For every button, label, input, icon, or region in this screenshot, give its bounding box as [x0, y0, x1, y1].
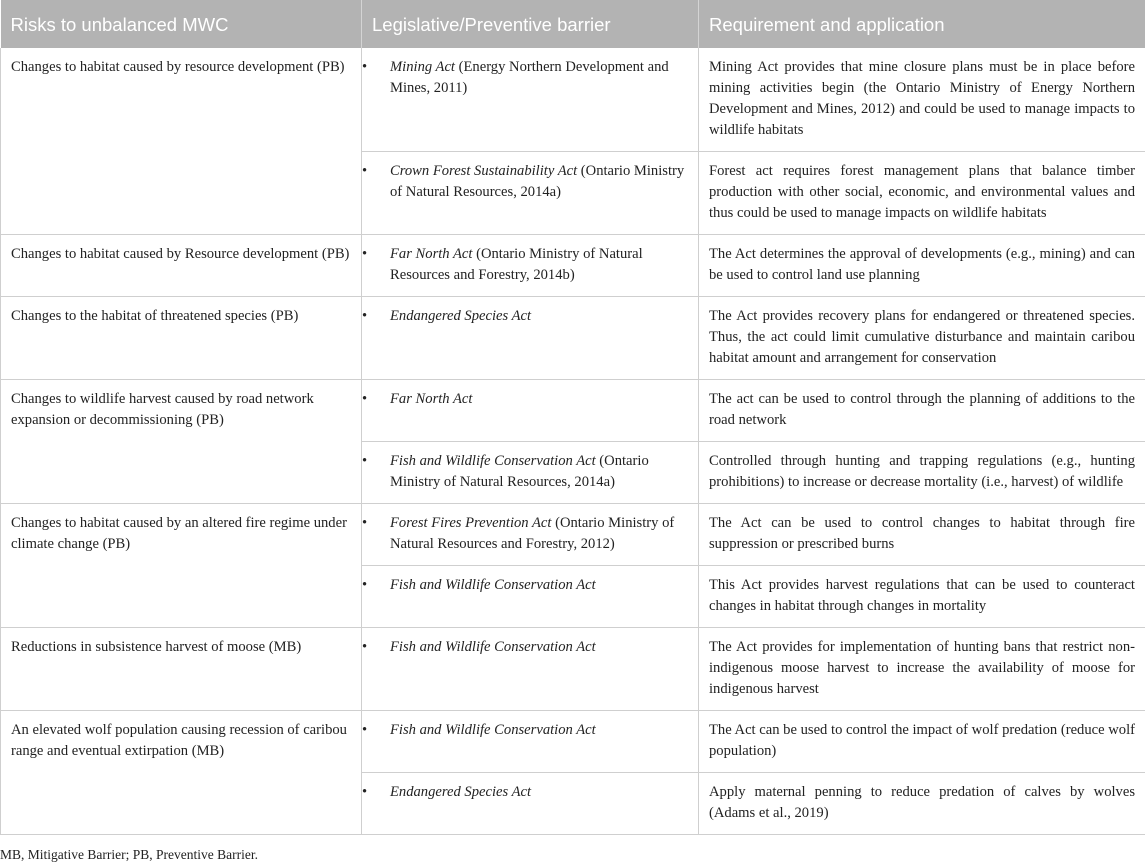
- requirement-cell: The Act provides recovery plans for endangered or threatened species. Thus, the act could limit cumulative disturbance and maintain caribou habitat amount and arrangement for conservation: [699, 297, 1145, 380]
- requirement-cell: Forest act requires forest management plans that balance timber production with other social, economic, and environmental values and thus could be used to manage impacts on wildlife habitats: [699, 152, 1145, 235]
- risk-cell: Changes to habitat caused by an altered fire regime under climate change (PB): [1, 504, 362, 628]
- table-row: [1, 628, 1145, 711]
- requirement-cell: The Act provides for implementation of hunting bans that restrict non-indigenous moose harvest to increase the availability of moose for indigenous harvest: [699, 628, 1145, 711]
- requirement-cell: The act can be used to control through the planning of additions to the road network: [699, 380, 1145, 442]
- risk-cell: An elevated wolf population causing recession of caribou range and eventual extirpation (MB): [1, 711, 362, 835]
- bullet-icon: •: [362, 453, 368, 469]
- table-body: [1, 48, 1145, 835]
- act-citation: (Energy Northern Development and Mines, 2011): [390, 59, 669, 96]
- act-name: Fish and Wildlife Conservation Act: [390, 722, 596, 738]
- risk-cell: Reductions in subsistence harvest of moose (MB): [1, 628, 362, 711]
- header-row: [1, 0, 1145, 48]
- barrier-cell: [362, 442, 699, 504]
- bullet-icon: •: [362, 308, 368, 324]
- bullet-icon: •: [362, 784, 368, 800]
- act-name: Mining Act: [390, 59, 455, 75]
- table-row: [1, 297, 1145, 380]
- act-name: Forest Fires Prevention Act: [390, 515, 552, 531]
- bullet-icon: •: [362, 163, 368, 179]
- barrier-cell: [362, 773, 699, 835]
- table-row: [1, 711, 1145, 773]
- barrier-cell: [362, 297, 699, 380]
- header-risks: Risks to unbalanced MWC: [1, 0, 362, 48]
- bullet-icon: •: [362, 515, 368, 531]
- act-citation: (Ontario Ministry of Natural Resources and Forestry, 2014b): [390, 246, 643, 283]
- table-row: [1, 235, 1145, 297]
- act-citation: (Ontario Ministry of Natural Resources, 2014a): [390, 163, 685, 200]
- risk-cell: Changes to habitat caused by resource development (PB): [1, 48, 362, 235]
- barrier-item: [362, 513, 688, 555]
- risk-cell: Changes to wildlife harvest caused by road network expansion or decommissioning (PB): [1, 380, 362, 504]
- barrier-item: [362, 244, 688, 286]
- bullet-icon: •: [362, 59, 368, 75]
- risk-cell: Changes to habitat caused by Resource development (PB): [1, 235, 362, 297]
- table-row: [1, 380, 1145, 442]
- barrier-cell: [362, 235, 699, 297]
- barrier-item: [362, 306, 688, 327]
- header-barrier: Legislative/Preventive barrier: [362, 0, 699, 48]
- barrier-cell: [362, 711, 699, 773]
- act-name: Crown Forest Sustainability Act: [390, 163, 578, 179]
- table-footnote: MB, Mitigative Barrier; PB, Preventive Barrier.: [0, 847, 258, 862]
- requirement-cell: Apply maternal penning to reduce predation of calves by wolves (Adams et al., 2019): [699, 773, 1145, 835]
- act-name: Endangered Species Act: [390, 308, 532, 324]
- barrier-item: [362, 451, 688, 493]
- barrier-item: [362, 720, 688, 741]
- header-requirement: Requirement and application: [699, 0, 1145, 48]
- table-row: [1, 504, 1145, 566]
- requirement-cell: Controlled through hunting and trapping regulations (e.g., hunting prohibitions) to increase or decrease mortality (i.e., harvest) of wildlife: [699, 442, 1145, 504]
- act-citation: (Ontario Ministry of Natural Resources and Forestry, 2012): [390, 515, 675, 552]
- barrier-item: [362, 575, 688, 596]
- barrier-cell: [362, 48, 699, 152]
- barrier-item: [362, 161, 688, 203]
- requirement-cell: The Act can be used to control changes to habitat through fire suppression or prescribed burns: [699, 504, 1145, 566]
- barrier-cell: [362, 566, 699, 628]
- bullet-icon: •: [362, 639, 368, 655]
- act-name: Far North Act: [390, 391, 473, 407]
- bullet-icon: •: [362, 246, 368, 262]
- requirement-cell: The Act determines the approval of developments (e.g., mining) and can be used to control land use planning: [699, 235, 1145, 297]
- table-row: [1, 48, 1145, 152]
- barrier-cell: [362, 628, 699, 711]
- barrier-item: [362, 389, 688, 410]
- barrier-cell: [362, 504, 699, 566]
- requirement-cell: Mining Act provides that mine closure plans must be in place before mining activities begin (the Ontario Ministry of Energy Northern Development and Mines, 2012) and could be used to manage impacts to wildlife habitats: [699, 48, 1145, 152]
- barrier-item: [362, 637, 688, 658]
- act-name: Far North Act: [390, 246, 473, 262]
- barrier-item: [362, 782, 688, 803]
- barrier-item: [362, 57, 688, 99]
- act-name: Fish and Wildlife Conservation Act: [390, 453, 596, 469]
- barrier-cell: [362, 152, 699, 235]
- risk-cell: Changes to the habitat of threatened species (PB): [1, 297, 362, 380]
- bullet-icon: •: [362, 577, 368, 593]
- act-name: Fish and Wildlife Conservation Act: [390, 639, 596, 655]
- bullet-icon: •: [362, 722, 368, 738]
- bullet-icon: •: [362, 391, 368, 407]
- requirement-cell: The Act can be used to control the impact of wolf predation (reduce wolf population): [699, 711, 1145, 773]
- act-citation: (Ontario Ministry of Natural Resources, 2014a): [390, 453, 649, 490]
- barrier-cell: [362, 380, 699, 442]
- act-name: Endangered Species Act: [390, 784, 532, 800]
- table-header: [1, 0, 1145, 48]
- requirement-cell: This Act provides harvest regulations that can be used to counteract changes in habitat through changes in mortality: [699, 566, 1145, 628]
- act-name: Fish and Wildlife Conservation Act: [390, 577, 596, 593]
